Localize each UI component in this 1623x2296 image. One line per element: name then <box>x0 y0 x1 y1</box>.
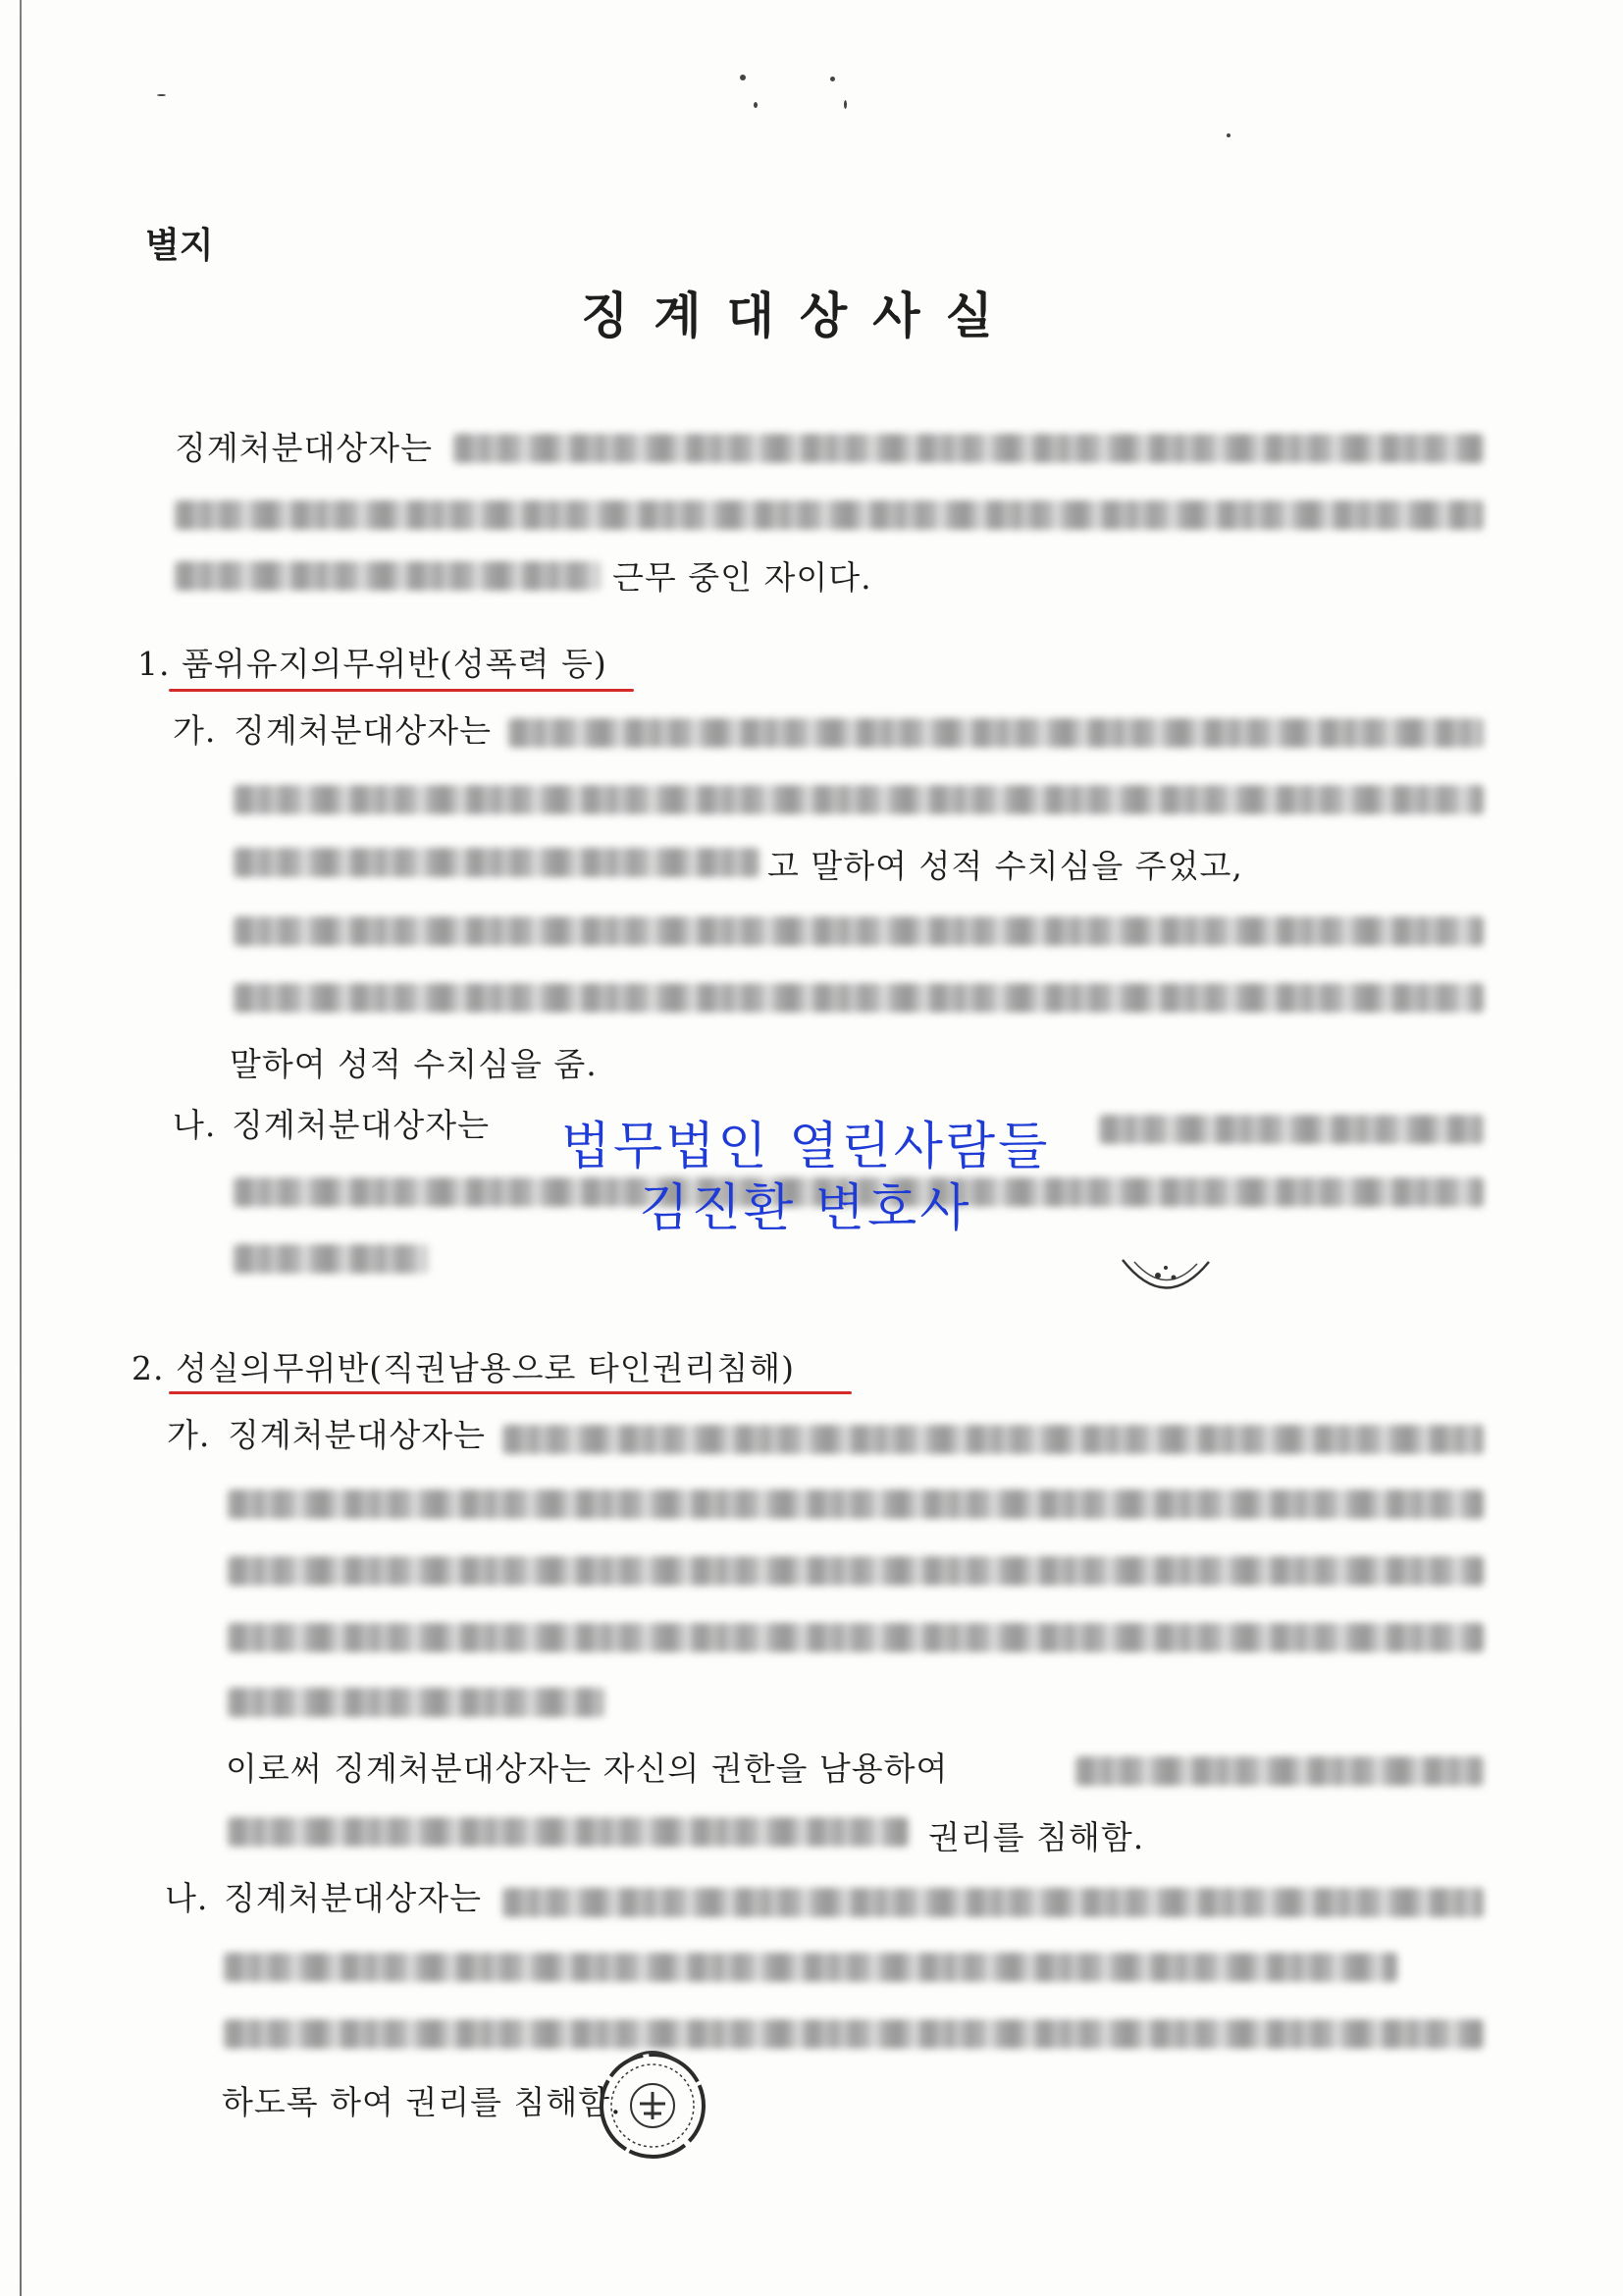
redacted-text <box>502 1888 1484 1917</box>
redacted-text <box>224 1953 1397 1982</box>
scan-speck <box>1227 133 1230 137</box>
redacted-text <box>234 983 1484 1013</box>
redacted-text <box>224 2019 1484 2049</box>
redacted-text <box>175 561 601 591</box>
watermark <box>0 1117 1623 1241</box>
attachment-label: 별지 <box>145 226 214 266</box>
partial-seal-mark <box>1119 1254 1213 1313</box>
redacted-text <box>228 1556 1484 1586</box>
redacted-text <box>234 916 1484 946</box>
redacted-text <box>228 1688 604 1717</box>
item-phrase: 말하여 성적 수치심을 줌. <box>230 1045 598 1083</box>
section-heading-2: 2. 성실의무위반(직권남용으로 타인권리침해) <box>131 1349 796 1387</box>
item-summary-end: 권리를 침해함. <box>928 1818 1145 1856</box>
item-marker: 가. <box>167 1416 211 1454</box>
intro-tail: 근무 중인 자이다. <box>612 558 872 597</box>
section-heading-underline <box>169 1391 852 1394</box>
item-marker: 나. <box>165 1879 209 1917</box>
item-lead: 징계처분대상자는 <box>232 1106 491 1144</box>
redacted-text <box>228 1817 909 1847</box>
scan-speck <box>844 100 847 109</box>
intro-lead: 징계처분대상자는 <box>175 429 434 467</box>
section-heading-underline <box>169 689 634 692</box>
item-lead: 징계처분대상자는 <box>224 1879 483 1917</box>
item-marker: 나. <box>173 1106 217 1144</box>
redacted-text <box>508 718 1484 748</box>
redacted-text <box>228 1489 1484 1519</box>
redacted-text <box>453 434 1484 463</box>
redacted-text <box>234 1244 428 1274</box>
scan-speck <box>830 77 835 81</box>
redacted-text <box>175 500 1484 530</box>
redacted-text <box>502 1425 1484 1454</box>
item-lead: 징계처분대상자는 <box>228 1416 487 1454</box>
official-seal-stamp <box>589 2041 716 2168</box>
watermark-line-1: 법무법인 열린사람들 <box>560 1118 1051 1176</box>
redacted-text <box>228 1623 1484 1652</box>
scan-speck <box>157 94 166 96</box>
redacted-text <box>234 785 1484 814</box>
redacted-text <box>234 848 759 877</box>
item-phrase: 고 말하여 성적 수치심을 주었고, <box>767 847 1243 885</box>
redacted-text <box>1075 1756 1484 1786</box>
section-heading-1: 1. 품위유지의무위반(성폭력 등) <box>137 645 607 683</box>
scan-speck <box>740 75 746 80</box>
item-summary: 이로써 징계처분대상자는 자신의 권한을 남용하여 <box>226 1749 949 1788</box>
item-ending: 하도록 하여 권리를 침해함. <box>222 2083 622 2121</box>
watermark-line-2: 김진환 변호사 <box>639 1179 972 1239</box>
document-title: 징계대상사실 <box>581 287 1019 344</box>
item-lead: 징계처분대상자는 <box>234 711 493 750</box>
scan-speck <box>754 102 758 108</box>
item-marker: 가. <box>173 711 217 750</box>
